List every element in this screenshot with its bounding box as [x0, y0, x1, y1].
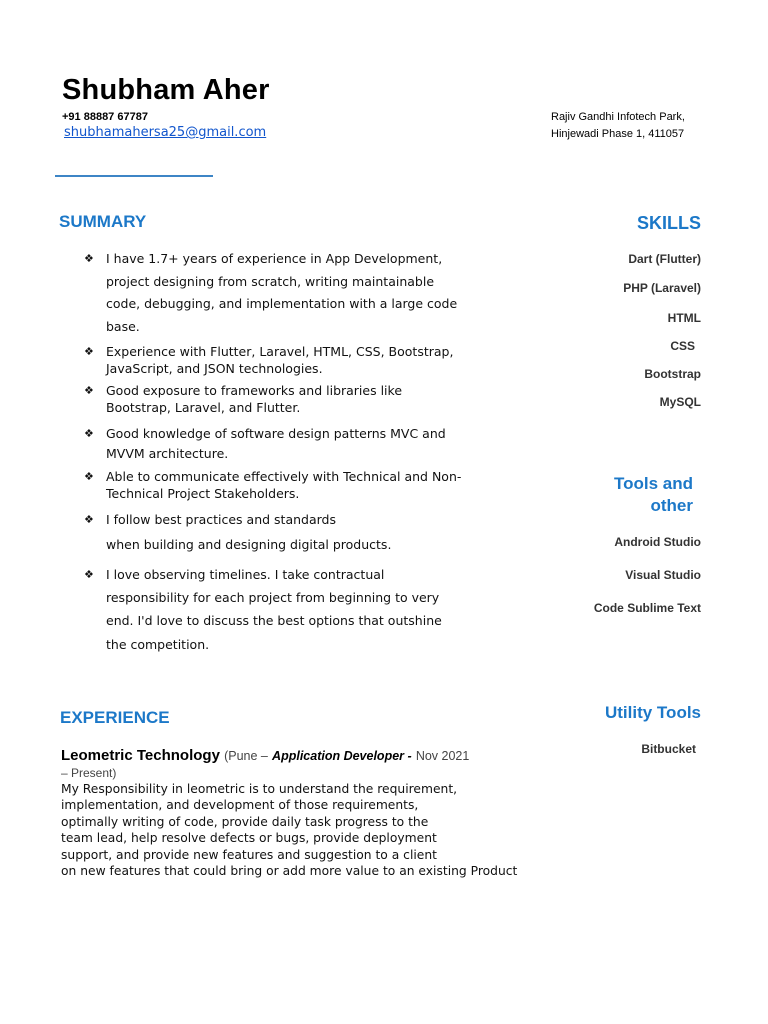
utility-tool-item: Bitbucket: [641, 742, 696, 756]
diamond-bullet-icon: ❖: [84, 427, 94, 440]
experience-company: Leometric Technology: [61, 747, 220, 764]
header-divider: [55, 175, 213, 177]
tool-item: Visual Studio: [625, 568, 701, 582]
summary-line: Good knowledge of software design patterns MVC and: [106, 426, 446, 441]
summary-line: MVVM architecture.: [106, 445, 229, 461]
summary-line: responsibility for each project from beginning to very: [106, 590, 440, 606]
diamond-bullet-icon: ❖: [84, 568, 94, 581]
experience-role: Application Developer -: [272, 749, 412, 763]
summary-line: end. I'd love to discuss the best options that outshine: [106, 613, 442, 629]
experience-heading: EXPERIENCE: [60, 708, 170, 727]
summary-line: when building and designing digital products.: [106, 536, 392, 552]
diamond-bullet-icon: ❖: [84, 470, 94, 483]
experience-line: implementation, and development of those requirements,: [61, 798, 419, 813]
experience-line: support, and provide new features and suggestion to a client: [61, 847, 437, 862]
summary-item: [84, 469, 484, 502]
phone-number: +91 88887 67787: [62, 111, 148, 123]
experience-line: optimally writing of code, provide daily task progress to the: [61, 814, 429, 829]
summary-line: I have 1.7+ years of experience in App Development,: [106, 251, 443, 266]
skill-item: MySQL: [659, 395, 701, 409]
summary-heading: SUMMARY: [59, 212, 147, 231]
experience-description: [61, 781, 541, 879]
experience-end-date: – Present): [61, 766, 117, 780]
summary-line: Bootstrap, Laravel, and Flutter.: [106, 399, 301, 415]
summary-list: [84, 248, 484, 656]
summary-item: [84, 508, 484, 557]
skill-item: HTML: [667, 311, 701, 325]
candidate-name: Shubham Aher: [62, 74, 270, 106]
address-line-2: Hinjewadi Phase 1, 411057: [551, 128, 685, 140]
diamond-bullet-icon: ❖: [84, 252, 94, 265]
skill-item: CSS: [670, 339, 695, 353]
utility-tools-heading: Utility Tools: [604, 703, 701, 722]
summary-line: base.: [106, 318, 140, 334]
summary-line: code, debugging, and implementation with a large code: [106, 296, 458, 311]
skill-item: PHP (Laravel): [623, 281, 701, 295]
tool-item: Code Sublime Text: [593, 601, 701, 615]
summary-item: [84, 248, 484, 338]
experience-start-date: Nov 2021: [415, 749, 470, 763]
experience-company-line: [61, 747, 469, 764]
skill-item: Bootstrap: [644, 367, 701, 381]
skills-heading: SKILLS: [636, 213, 701, 233]
summary-line: I love observing timelines. I take contractual: [106, 567, 385, 582]
summary-item: [84, 344, 484, 377]
tools-heading-line-1: Tools and: [613, 474, 693, 493]
address-line-1: Rajiv Gandhi Infotech Park,: [551, 111, 685, 123]
summary-line: Good exposure to frameworks and libraries like: [106, 383, 403, 398]
experience-line: team lead, help resolve defects or bugs, provide deployment: [61, 831, 437, 846]
tool-item: Android Studio: [614, 535, 701, 549]
summary-line: the competition.: [106, 636, 210, 652]
summary-item: [84, 383, 484, 416]
summary-line: JavaScript, and JSON technologies.: [106, 360, 323, 376]
summary-line: Able to communicate effectively with Technical and Non-: [106, 469, 462, 484]
tools-heading-line-2: other: [650, 496, 693, 515]
summary-line: Experience with Flutter, Laravel, HTML, CSS, Bootstrap,: [106, 344, 454, 359]
summary-line: project designing from scratch, writing maintainable: [106, 273, 435, 289]
diamond-bullet-icon: ❖: [84, 384, 94, 397]
diamond-bullet-icon: ❖: [84, 345, 94, 358]
experience-line: on new features that could bring or add more value to an existing Product: [61, 864, 518, 879]
diamond-bullet-icon: ❖: [84, 513, 94, 526]
summary-line: Technical Project Stakeholders.: [106, 485, 300, 501]
experience-line: My Responsibility in leometric is to understand the requirement,: [61, 782, 458, 796]
summary-item: [84, 424, 484, 463]
summary-line: I follow best practices and standards: [106, 512, 336, 527]
email-link[interactable]: shubhamahersa25@gmail.com: [64, 125, 267, 140]
experience-location: (Pune –: [224, 749, 268, 763]
summary-item: [84, 563, 484, 656]
skill-item: Dart (Flutter): [628, 252, 701, 266]
